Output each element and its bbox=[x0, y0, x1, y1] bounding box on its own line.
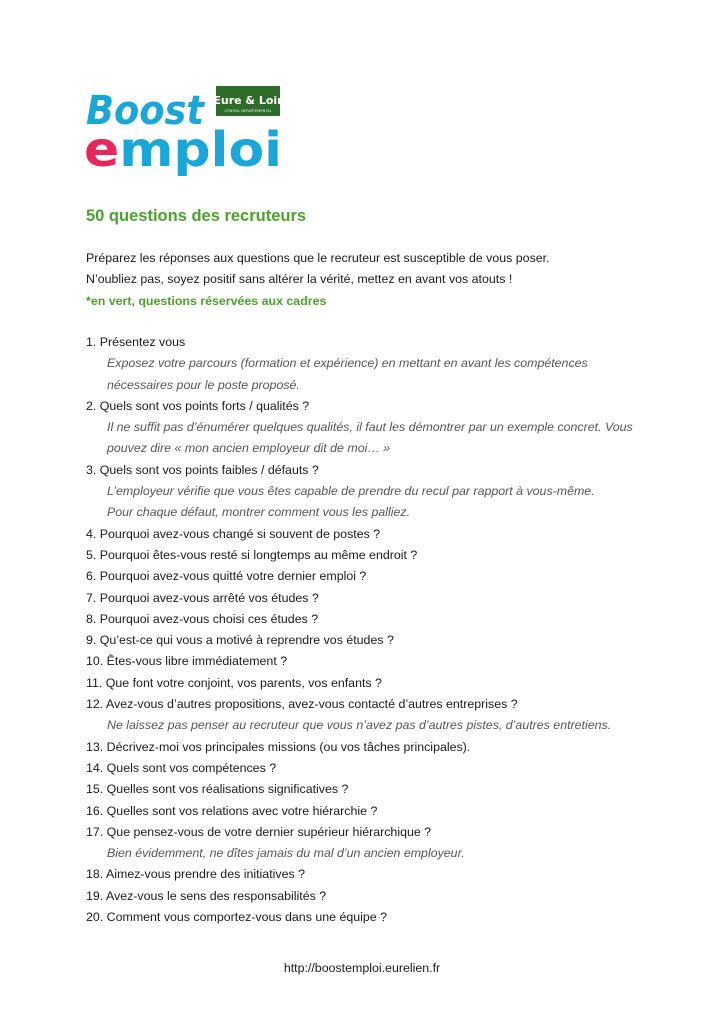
question-text: 18. Aimez-vous prendre des initiatives ? bbox=[86, 867, 306, 882]
footer-url: http://boostemploi.eurelien.fr bbox=[283, 961, 441, 975]
intro bbox=[86, 248, 646, 312]
logo-badge-text: Eure & Loir bbox=[213, 94, 283, 107]
question-item bbox=[86, 673, 646, 694]
question-text: 7. Pourquoi avez-vous arrêté vos études ? bbox=[86, 590, 319, 605]
question-text: 6. Pourquoi avez-vous quitté votre dernier emploi ? bbox=[86, 569, 367, 584]
question-text: 2. Quels sont vos points forts / qualités ? bbox=[86, 398, 310, 413]
question-text: 14. Quels sont vos compétences ? bbox=[86, 760, 277, 775]
question-item bbox=[86, 758, 646, 779]
question-item bbox=[86, 907, 646, 928]
question-text: 12. Avez-vous d’autres propositions, avez-vous contacté d’autres entreprises ? bbox=[86, 697, 518, 712]
question-text: 3. Quels sont vos points faibles / défauts ? bbox=[86, 462, 319, 477]
question-item bbox=[86, 396, 646, 460]
question-text: 20. Comment vous comportez-vous dans une équipe ? bbox=[86, 910, 387, 925]
questions-list bbox=[86, 332, 646, 928]
intro-line: N’oubliez pas, soyez positif sans altérer la vérité, mettez en avant vos atouts ! bbox=[86, 272, 513, 287]
intro-line: Préparez les réponses aux questions que le recruteur est susceptible de vous poser. bbox=[86, 251, 550, 265]
question-advice: pouvez dire « mon ancien employeur dit de moi… » bbox=[107, 441, 391, 456]
question-item bbox=[86, 651, 646, 672]
question-item bbox=[86, 588, 646, 609]
question-advice: Il ne suffit pas d’énumérer quelques qualités, il faut les démontrer par un exemple concret. Vous bbox=[107, 420, 633, 435]
question-advice: Ne laissez pas penser au recruteur que vous n’avez pas d’autres pistes, d’autres entretiens. bbox=[107, 718, 612, 733]
question-text: 17. Que pensez-vous de votre dernier supérieur hiérarchique ? bbox=[86, 824, 432, 839]
question-item bbox=[86, 524, 646, 545]
intro-note-cadres: *en vert, questions réservées aux cadres bbox=[86, 293, 327, 308]
logo-badge-subtext: CONSEIL DÉPARTEMENTAL bbox=[224, 109, 272, 113]
question-advice: Pour chaque défaut, montrer comment vous les palliez. bbox=[107, 505, 411, 520]
question-text: 13. Décrivez-moi vos principales missions (ou vos tâches principales). bbox=[86, 739, 471, 754]
question-text: 11. Que font votre conjoint, vos parents, vos enfants ? bbox=[86, 675, 382, 690]
question-item bbox=[86, 630, 646, 651]
question-item bbox=[86, 864, 646, 885]
question-item bbox=[86, 779, 646, 800]
question-item bbox=[86, 801, 646, 822]
question-text: 4. Pourquoi avez-vous changé si souvent de postes ? bbox=[86, 526, 381, 541]
question-advice: Exposez votre parcours (formation et expérience) en mettant en avant les compétences bbox=[107, 356, 588, 371]
question-text: 1. Présentez vous bbox=[86, 335, 186, 349]
question-item bbox=[86, 460, 646, 524]
question-text: 9. Qu’est-ce qui vous a motivé à reprendre vos études ? bbox=[86, 633, 394, 648]
logo-emploi: emploi bbox=[84, 122, 270, 178]
question-item bbox=[86, 566, 646, 587]
question-text: 16. Quelles sont vos relations avec votre hiérarchie ? bbox=[86, 803, 378, 818]
question-text: 5. Pourquoi êtes-vous resté si longtemps au même endroit ? bbox=[86, 547, 418, 562]
logo-boost: Boost bbox=[86, 88, 206, 134]
question-text: 15. Quelles sont vos réalisations significatives ? bbox=[86, 782, 349, 797]
question-advice: Bien évidemment, ne dîtes jamais du mal d’un ancien employeur. bbox=[107, 846, 465, 861]
question-text: 19. Avez-vous le sens des responsabilités ? bbox=[86, 888, 327, 903]
question-advice: nécessaires pour le poste proposé. bbox=[107, 377, 300, 392]
question-item bbox=[86, 822, 646, 865]
question-item bbox=[86, 694, 646, 737]
page-title: 50 questions des recruteurs bbox=[86, 207, 307, 225]
question-item bbox=[86, 332, 646, 396]
question-advice: L’employeur vérifie que vous êtes capable de prendre du recul par rapport à vous-même. bbox=[107, 484, 595, 499]
question-text: 10. Êtes-vous libre immédiatement ? bbox=[86, 654, 288, 669]
question-item bbox=[86, 545, 646, 566]
question-item bbox=[86, 737, 646, 758]
question-item bbox=[86, 609, 646, 630]
question-item bbox=[86, 886, 646, 907]
question-text: 8. Pourquoi avez-vous choisi ces études ? bbox=[86, 611, 319, 626]
logo bbox=[84, 84, 284, 182]
